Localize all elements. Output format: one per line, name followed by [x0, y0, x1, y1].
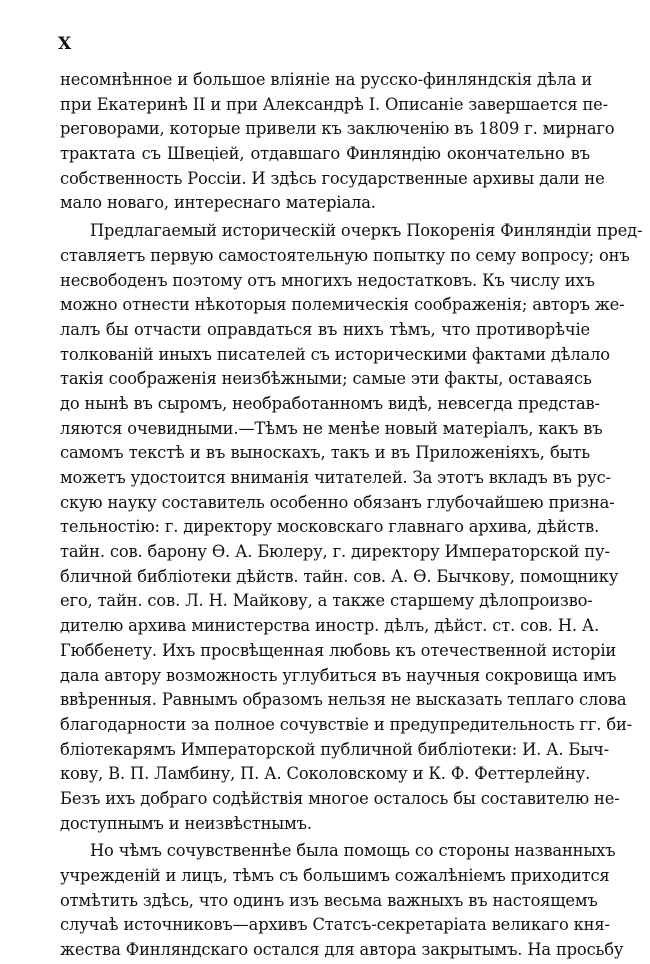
text-line: кову, В. П. Ламбину, П. А. Соколовскому и К. Ф. Феттерлейну.	[60, 764, 591, 784]
text-line: доступнымъ и неизвѣстнымъ.	[60, 813, 312, 833]
text-line: ставляетъ первую самостоятельную попытку по сему вопросу; онъ	[60, 245, 630, 265]
text-line: лалъ бы отчасти оправдаться въ нихъ тѣмъ, что противорѣчіе	[60, 319, 590, 339]
text-line: дала автору возможность углубиться въ научныя сокровища имъ	[60, 665, 617, 685]
text-line: самомъ текстѣ и въ выноскахъ, такъ и въ Приложеніяхъ, быть	[60, 443, 590, 463]
text-line: толкованій иныхъ писателей съ историческими фактами дѣлало	[60, 344, 610, 364]
text-line: дителю архива министерства иностр. дѣлъ, дѣйст. ст. сов. Н. А.	[60, 616, 600, 636]
text-line: Предлагаемый историческій очеркъ Покоренія Финляндіи пред-	[90, 221, 643, 241]
text-line: тайн. сов. барону Ѳ. А. Бюлеру, г. директору Императорской пу-	[60, 542, 610, 562]
text-line: несомнѣнное и большое вліяніе на русско-финляндскія дѣла и	[60, 70, 593, 89]
text-line: можно отнести нѣкоторыя полемическія соображенія; авторъ же-	[60, 295, 625, 315]
text-line: жества Финляндскаго остался для автора закрытымъ. На просьбу	[60, 940, 624, 960]
text-line: скую науку составитель особенно обязанъ глубочайшею призна-	[60, 492, 615, 512]
text-line: бліотекарямъ Императорской публичной библіотеки: И. А. Быч-	[60, 739, 609, 759]
text-line: до нынѣ въ сыромъ, необработанномъ видѣ, невсегда представ-	[60, 393, 600, 413]
text-line: бличной библіотеки дѣйств. тайн. сов. А. Ѳ. Бычкову, помощнику	[60, 566, 619, 586]
text-line: трактата съ Швеціей, отдавшаго Финляндію окончательно въ	[60, 144, 590, 164]
text-line: мало новаго, интереснаго матеріала.	[60, 193, 376, 213]
paragraph	[60, 219, 643, 836]
text-line: ляются очевидными.—Тѣмъ не менѣе новый матеріалъ, какъ въ	[60, 418, 603, 438]
text-line: ввѣренныя. Равнымъ образомъ нельзя не высказать теплаго слова	[60, 690, 627, 710]
text-line: Безъ ихъ добраго содѣйствія многое осталось бы составителю не-	[60, 788, 620, 808]
text-line: несвободенъ поэтому отъ многихъ недостатковъ. Къ числу ихъ	[60, 270, 595, 290]
text-line: такія соображенія неизбѣжными; самые эти факты, оставаясь	[60, 369, 592, 389]
body-text	[60, 68, 643, 963]
text-line: при Екатеринѣ II и при Александрѣ I. Описаніе завершается пе-	[60, 94, 609, 114]
text-line: можетъ удостоится вниманія читателей. За этотъ вкладъ въ рус-	[60, 468, 611, 487]
text-line: собственность Россіи. И здѣсь государственные архивы дали не	[60, 168, 605, 188]
text-line: случаѣ источниковъ—архивъ Статсъ-секретаріата великаго кня-	[60, 915, 610, 935]
text-line: Гюббенету. Ихъ просвѣщенная любовь къ отечественной исторіи	[60, 640, 617, 660]
text-line: отмѣтить здѣсь, что одинъ изъ весьма важныхъ въ настоящемъ	[60, 890, 598, 910]
text-line: тельностію: г. директору московскаго главнаго архива, дѣйств.	[60, 517, 600, 537]
text-line: учрежденій и лицъ, тѣмъ съ большимъ сожалѣніемъ приходится	[60, 866, 610, 885]
paragraph	[60, 839, 624, 962]
paragraph	[60, 68, 615, 216]
page-number: X	[58, 34, 72, 54]
text-line: его, тайн. сов. Л. Н. Майкову, а также старшему дѣлопроизво-	[60, 591, 593, 611]
text-line: реговорами, которые привели къ заключенію въ 1809 г. мирнаго	[60, 119, 615, 139]
text-line: благодарности за полное сочувствіе и предупредительность гг. би-	[60, 714, 633, 734]
text-line: Но чѣмъ сочувственнѣе была помощь со стороны названныхъ	[90, 841, 616, 861]
